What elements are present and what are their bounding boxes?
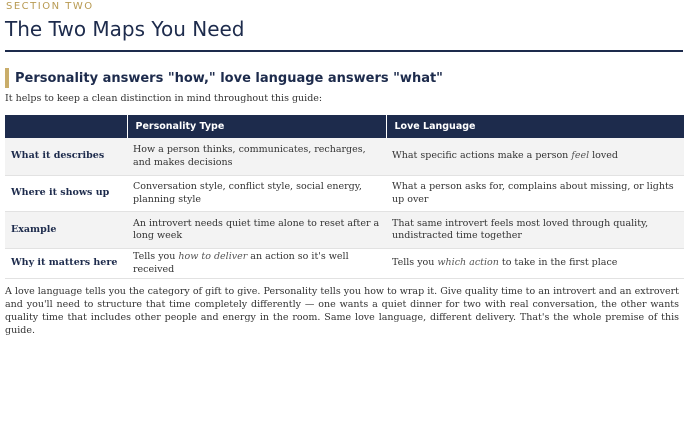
row-label: What it describes <box>5 138 127 176</box>
table-row <box>5 138 684 176</box>
personality-cell: How a person thinks, communicates, recharges, and makes decisions <box>127 138 386 176</box>
callout-accent-bar <box>5 68 9 88</box>
table-header-row <box>5 115 684 138</box>
page-title: The Two Maps You Need <box>5 17 245 41</box>
title-rule <box>5 50 683 52</box>
table-header-personality: Personality Type <box>127 115 386 138</box>
body-paragraph: A love language tells you the category of gift to give. Personality tells you how to wrap it. Give quality time to an introvert and an extrovert and you'll need to structure that time completely differently — one wants a quiet dinner for two with real conversation, the other wants quality time that includes other people and energy in the room. Same love language, different delivery. That's the whole premise of this guide. <box>5 286 679 336</box>
emphasis-text: how to deliver <box>178 251 248 262</box>
personality-cell: An introvert needs quiet time alone to reset after a long week <box>127 212 386 249</box>
love-language-cell: What a person asks for, complains about missing, or lights up over <box>386 176 684 212</box>
personality-cell <box>127 249 386 279</box>
cell-text: to take in the first place <box>498 257 618 269</box>
intro-text: It helps to keep a clean distinction in mind throughout this guide: <box>5 93 323 104</box>
love-language-cell <box>386 138 684 176</box>
love-language-cell <box>386 249 684 279</box>
row-label: Where it shows up <box>5 176 127 212</box>
callout-heading: Personality answers "how," love language answers "what" <box>15 71 443 86</box>
table-header-empty <box>5 115 127 138</box>
personality-cell: Conversation style, conflict style, social energy, planning style <box>127 176 386 212</box>
cell-text: Tells you <box>392 257 438 269</box>
cell-text: Tells you <box>133 251 179 262</box>
table-header-love-language: Love Language <box>386 115 684 138</box>
row-label: Example <box>5 212 127 249</box>
cell-text: What specific actions make a person <box>392 150 572 162</box>
section-label: SECTION TWO <box>6 1 94 12</box>
emphasis-text: feel <box>571 150 590 162</box>
row-label: Why it matters here <box>5 249 127 279</box>
table-row <box>5 249 684 279</box>
cell-text: loved <box>589 150 618 162</box>
emphasis-text: which action <box>437 257 499 269</box>
table-row <box>5 212 684 249</box>
comparison-table <box>5 115 684 279</box>
love-language-cell: That same introvert feels most loved through quality, undistracted time together <box>386 212 684 249</box>
cell-text: an action so it's well received <box>133 251 349 275</box>
table-row <box>5 176 684 212</box>
